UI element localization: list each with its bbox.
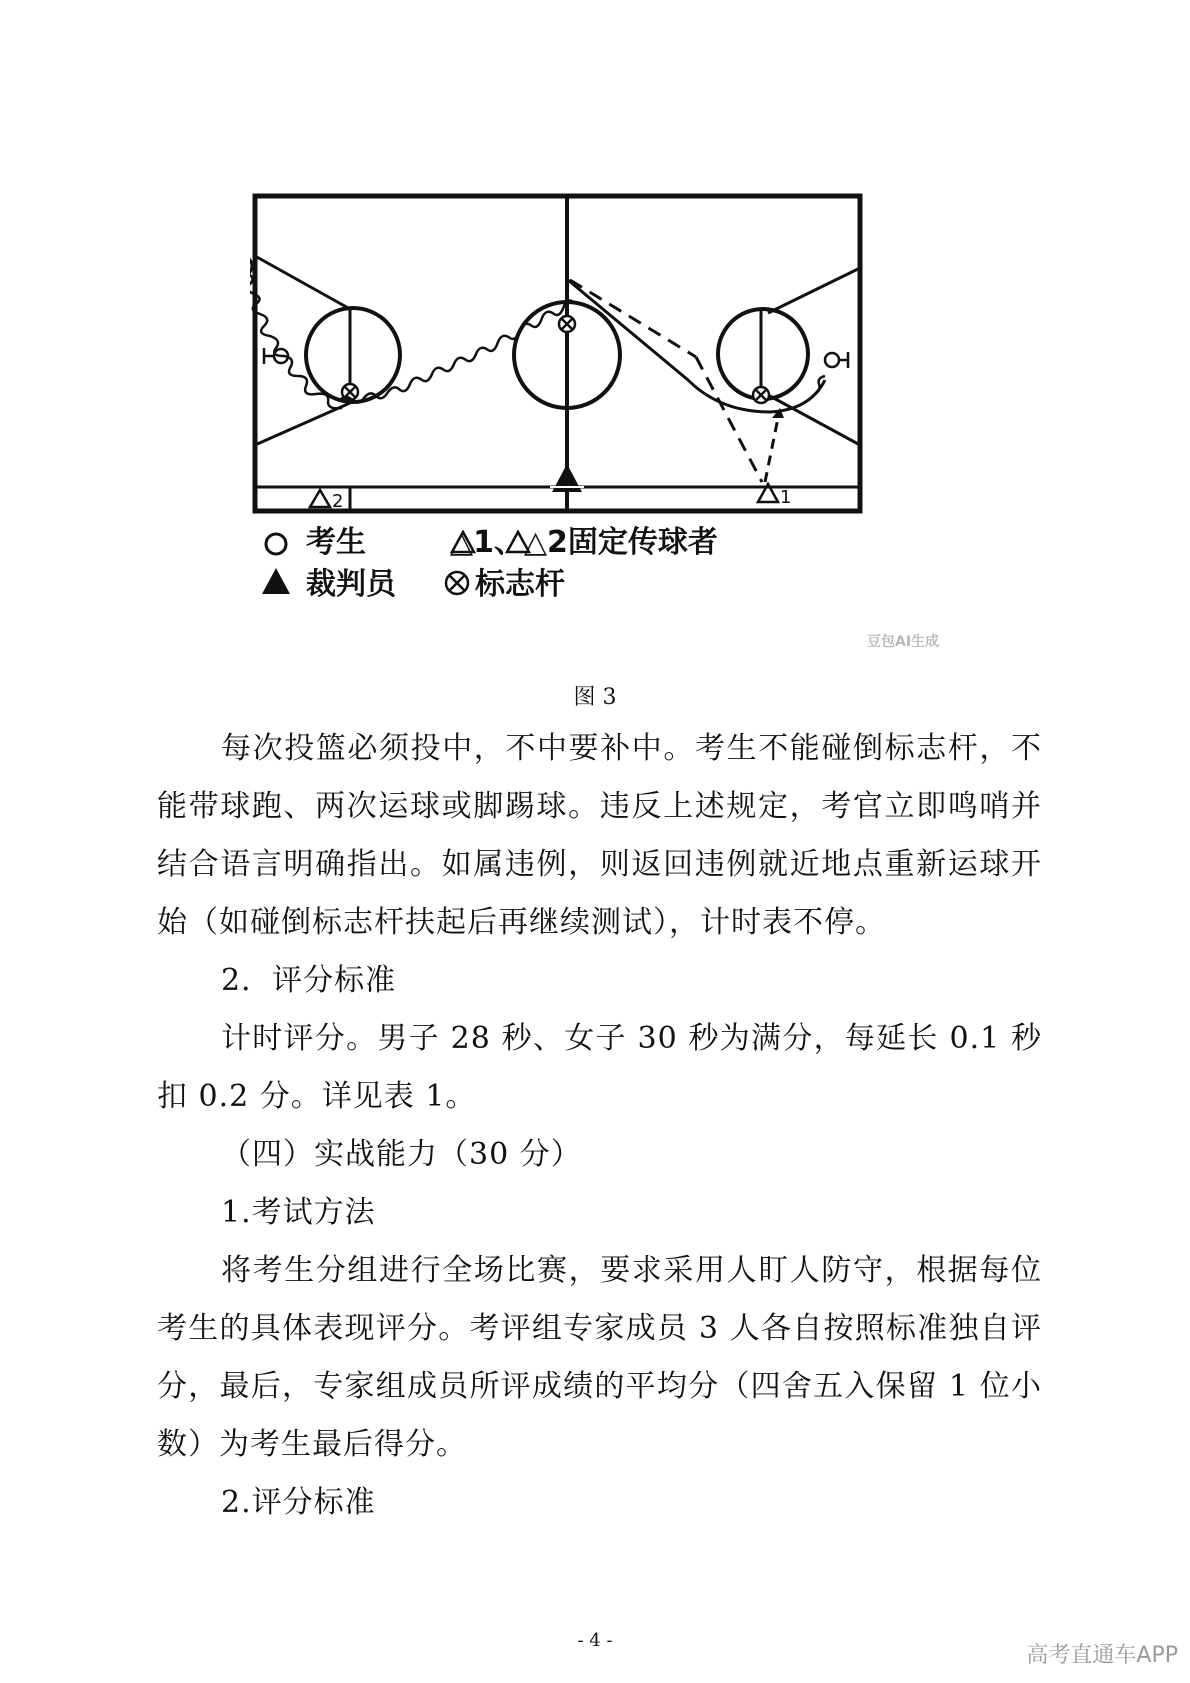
svg-text:1: 1: [780, 487, 792, 508]
legend-referee-label: 裁判员: [306, 567, 396, 602]
paragraph: 将考生分组进行全场比赛，要求采用人盯人防守，根据每位考生的具体表现评分。考评组专家成员 3 人各自按照标准独自评分，最后，专家组成员所评成绩的平均分（四舍五入保留 1 位小数）为考生最后得分。: [157, 1253, 1042, 1462]
paragraph: 1.考试方法: [221, 1195, 376, 1230]
legend-pole-label: 标志杆: [475, 567, 565, 602]
figure-watermark: 豆包AI生成: [867, 634, 940, 650]
body-text: [157, 720, 1042, 1532]
paragraph: 2.评分标准: [221, 1485, 376, 1520]
legend-passers-label: [450, 525, 718, 560]
figure-caption: 图 3: [573, 685, 617, 710]
legend-candidate-label: 考生: [306, 525, 366, 560]
pole-icon: [559, 316, 575, 332]
paragraph: 计时评分。男子 28 秒、女子 30 秒为满分，每延长 0.1 秒扣 0.2 分。详见表 1。: [157, 1021, 1042, 1114]
paragraph: （四）实战能力（30 分）: [221, 1137, 582, 1172]
paragraph: 每次投篮必须投中，不中要补中。考生不能碰倒标志杆，不能带球跑、两次运球或脚踢球。违反上述规定，考官立即鸣哨并结合语言明确指出。如属违例，则返回违例就近地点重新运球开始（如碰倒标志杆扶起后再继续测试），计时表不停。: [157, 731, 1042, 940]
legend-pole-icon: [446, 572, 468, 594]
legend-candidate-icon: [266, 534, 286, 554]
referee-icon: [550, 464, 584, 492]
app-watermark: 高考直通车APP: [1026, 1643, 1178, 1668]
paragraph: 2．评分标准: [221, 963, 397, 998]
pole-icon: [753, 387, 769, 403]
legend-referee-icon: [262, 568, 290, 594]
right-circle: [718, 309, 808, 399]
page-number: - 4 -: [577, 1630, 613, 1651]
svg-text:2: 2: [332, 491, 344, 512]
candidate-icon: [250, 256, 252, 276]
legend-passers-text: △1、△2固定传球者: [450, 525, 718, 560]
